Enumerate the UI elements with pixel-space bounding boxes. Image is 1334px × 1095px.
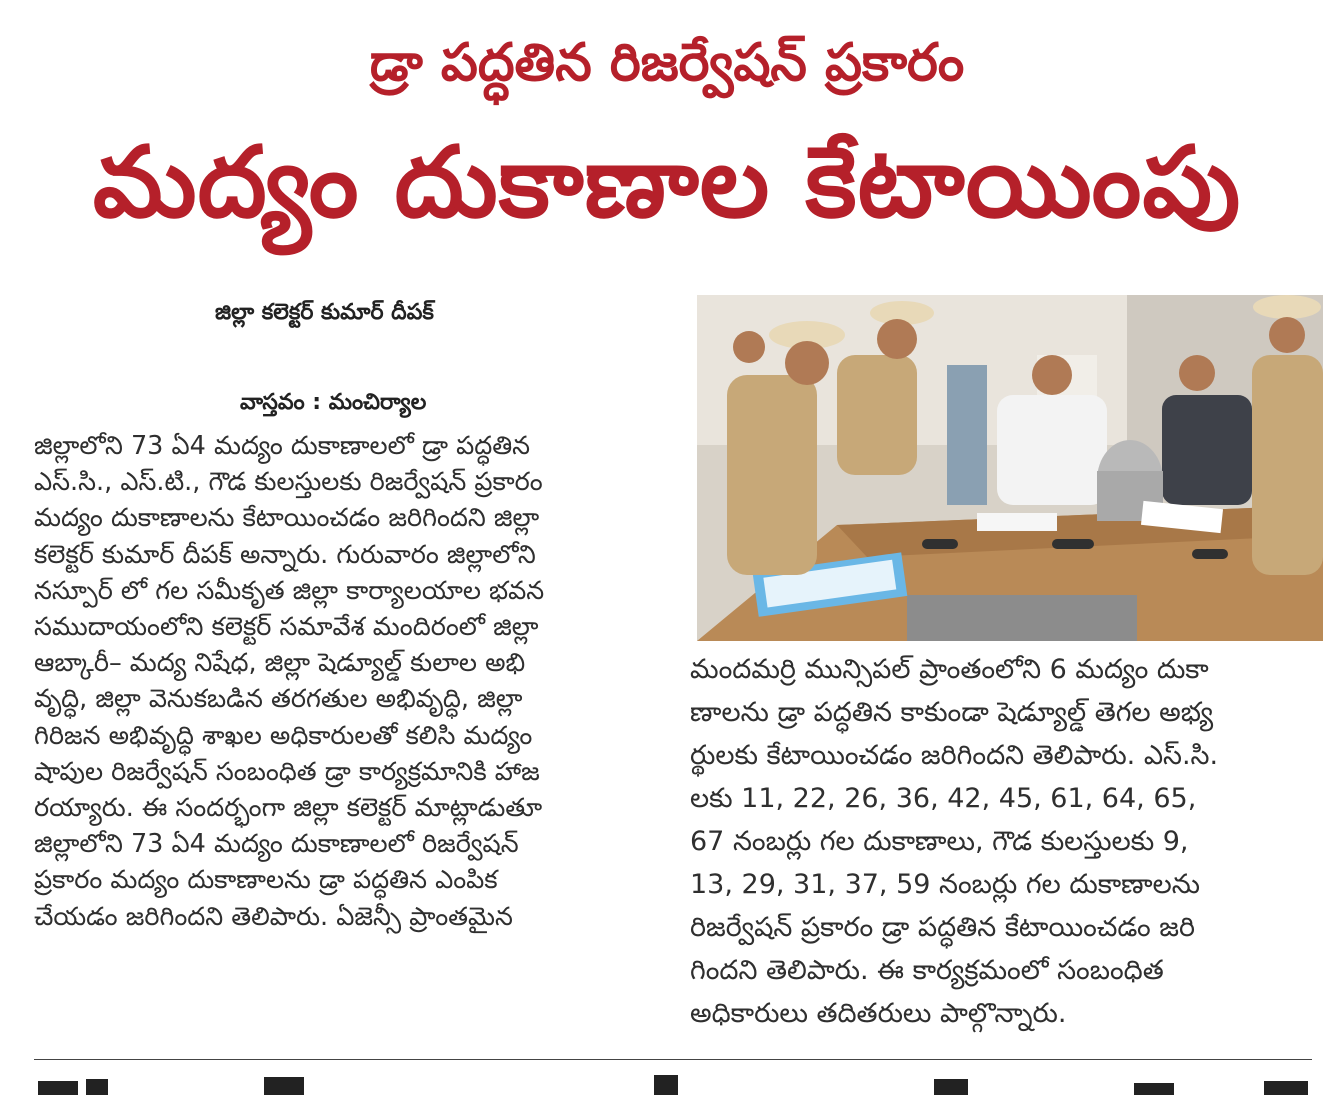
section-divider [34,1059,1312,1060]
text-line: నస్పూర్ లో గల సమీకృత జిల్లా కార్యాలయాల భవన [34,575,545,606]
text-line: రిజర్వేషన్ ప్రకారం డ్రా పద్ధతిన కేటాయించడం జరి [690,912,1195,943]
text-line: వృద్ధి, జిల్లా వెనుకబడిన తరగతుల అభివృద్ధి, జిల్లా [34,684,523,715]
text-line: జిల్లాలోని 73 ఏ4 మద్యం దుకాణాలలో డ్రా పద్ధతిన [34,431,531,461]
text-line: చేయడం జరిగిందని తెలిపారు. ఏజెన్సీ ప్రాంతమైన [34,901,513,932]
headline-kicker: డ్రా పద్ధతిన రిజర్వేషన్ ప్రకారం [369,33,965,93]
text-line: 13, 29, 31, 37, 59 నంబర్లు గల దుకాణాలను [690,869,1201,900]
text-line: ఆబ్కారీ– మద్య నిషేధ, జిల్లా షెడ్యూల్డ్ కులాల అభి [34,648,526,679]
article-right-column [690,648,1218,1035]
text-line: ప్రకారం మద్యం దుకాణాలను డ్రా పద్ధతిన ఎంపిక [34,865,498,896]
text-line: షాపుల రిజర్వేషన్ సంబంధిత డ్రా కార్యక్రమానికి హాజ [34,756,540,787]
news-photo [697,295,1323,641]
next-article-cutoff [34,1075,1312,1095]
text-line: మందమర్రి మున్సిపల్ ప్రాంతంలోని 6 మద్యం దుకా [690,654,1209,685]
text-line: గిందని తెలిపారు. ఈ కార్యక్రమంలో సంబంధిత [690,955,1164,986]
text-line: 67 నంబర్లు గల దుకాణాలు, గౌడ కులస్తులకు 9, [690,826,1189,857]
text-line: మద్యం దుకాణాలను కేటాయించడం జరిగిందని జిల్లా [34,503,540,534]
text-line: గిరిజన అభివృద్ధి శాఖల అధికారులతో కలిసి మద్యం [34,720,533,751]
text-line: ర్థులకు కేటాయించడం జరిగిందని తెలిపారు. ఎస్.సి. [690,740,1219,771]
text-line: ఎస్.సి., ఎస్.టి., గౌడ కులస్తులకు రిజర్వేషన్ ప్రకారం [34,467,543,498]
headline-main: మద్యం దుకాణాల కేటాయింపు [92,126,1242,240]
text-line: రయ్యారు. ఈ సందర్భంగా జిల్లా కలెక్టర్ మాట్లాడుతూ [34,793,543,824]
text-line: అధికారులు తదితరులు పాల్గొన్నారు. [690,998,1067,1029]
text-line: ణాలను డ్రా పద్ధతిన కాకుండా షెడ్యూల్డ్ తెగల అభ్య [690,697,1214,728]
text-line: కలెక్టర్ కుమార్ దీపక్ అన్నారు. గురువారం జిల్లాలోని [34,539,536,570]
dateline: వాస్తవం : మంచిర్యాల [240,390,427,415]
text-line: లకు 11, 22, 26, 36, 42, 45, 61, 64, 65, [690,783,1197,814]
text-line: సముదాయంలోని కలెక్టర్ సమావేశ మందిరంలో జిల్లా [34,612,539,643]
article-left-column [34,428,544,935]
text-line: జిల్లాలోని 73 ఏ4 మద్యం దుకాణాలలో రిజర్వేషన్ [34,829,519,860]
photo-caption: జిల్లా కలెక్టర్ కుమార్ దీపక్ [215,300,434,325]
